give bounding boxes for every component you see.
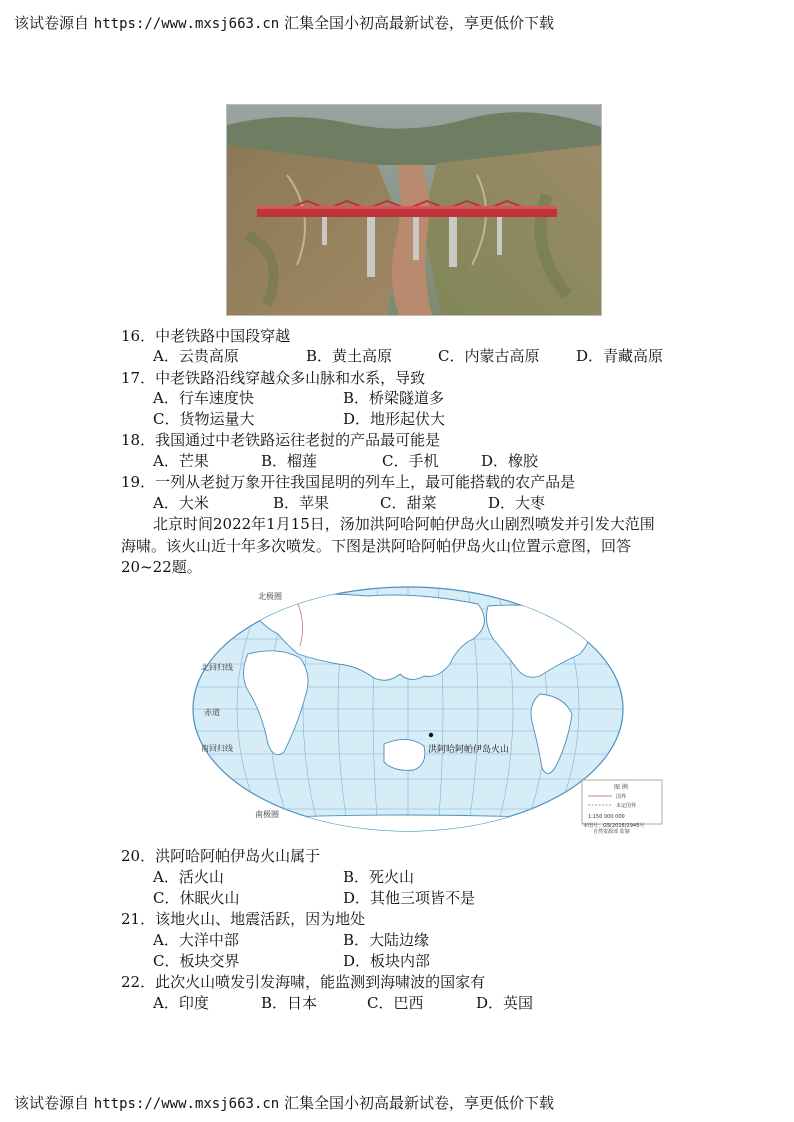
footer-prefix: 该试卷源自 <box>14 1094 90 1112</box>
map-credit-2: 自然资源部 监制 <box>593 829 630 834</box>
option-c[interactable]: C．巴西 <box>367 994 424 1012</box>
volcano-label: 洪阿哈阿帕伊岛火山 <box>428 745 510 755</box>
greenland-landmass <box>588 594 616 622</box>
question-19-stem: 19．一列从老挝万象开往我国昆明的列车上，最可能搭载的农产品是 <box>121 473 576 491</box>
option-d[interactable]: D．英国 <box>476 994 534 1012</box>
legend-scale: 1:150 000 000 <box>588 814 625 820</box>
legend-row-2: 未定国界 <box>616 803 637 809</box>
source-footer <box>14 1092 554 1113</box>
passage-line-3: 20~22题。 <box>121 558 202 576</box>
header-url-link[interactable]: https://www.mxsj663.cn <box>93 16 280 32</box>
railway-bridge-photo <box>226 104 602 316</box>
option-a[interactable]: A．云贵高原 <box>153 347 239 365</box>
option-d[interactable]: D．地形起伏大 <box>343 410 446 428</box>
option-c[interactable]: C．手机 <box>382 452 439 470</box>
question-20-stem: 20．洪阿哈阿帕伊岛火山属于 <box>121 847 321 865</box>
option-c[interactable]: C．板块交界 <box>153 952 240 970</box>
tropic-of-capricorn-label: 南回归线 <box>201 744 233 753</box>
tropic-of-cancer-label: 北回归线 <box>201 663 233 672</box>
option-d[interactable]: D．橡胶 <box>481 452 539 470</box>
option-b[interactable]: B．苹果 <box>273 494 330 512</box>
option-b[interactable]: B．日本 <box>261 994 318 1012</box>
option-d[interactable]: D．板块内部 <box>343 952 431 970</box>
world-map-figure <box>188 584 668 834</box>
question-22-stem: 22．此次火山喷发引发海啸，能监测到海啸波的国家有 <box>121 973 486 991</box>
footer-suffix: 汇集全国小初高最新试卷，享更低价下载 <box>284 1094 555 1112</box>
header-suffix: 汇集全国小初高最新试卷，享更低价下载 <box>284 14 555 32</box>
option-d[interactable]: D．大枣 <box>488 494 546 512</box>
option-a[interactable]: A．大洋中部 <box>153 931 239 949</box>
australia-landmass <box>384 739 425 770</box>
arctic-circle-label: 北极圈 <box>258 592 282 601</box>
option-b[interactable]: B．死火山 <box>343 868 415 886</box>
option-b[interactable]: B．大陆边缘 <box>343 931 430 949</box>
option-c[interactable]: C．休眠火山 <box>153 889 240 907</box>
option-c[interactable]: C．货物运量大 <box>153 410 255 428</box>
legend-title: 图 例 <box>614 784 628 791</box>
map-credit-1: 审图号：GS(2016)2945号 <box>583 823 645 829</box>
option-b[interactable]: B．黄土高原 <box>306 347 393 365</box>
equator-label: 赤道 <box>204 708 220 717</box>
option-b[interactable]: B．榴莲 <box>261 452 318 470</box>
option-a[interactable]: A．印度 <box>153 994 209 1012</box>
question-16-stem: 16．中老铁路中国段穿越 <box>121 327 291 345</box>
option-a[interactable]: A．行车速度快 <box>153 389 254 407</box>
passage-line-1: 北京时间2022年1月15日，汤加洪阿哈阿帕伊岛火山剧烈喷发并引发大范围 <box>153 515 655 533</box>
question-21-stem: 21．该地火山、地震活跃，因为地处 <box>121 910 366 928</box>
question-17-stem: 17．中老铁路沿线穿越众多山脉和水系，导致 <box>121 369 426 387</box>
footer-url-link[interactable]: https://www.mxsj663.cn <box>93 1096 280 1112</box>
option-a[interactable]: A．芒果 <box>153 452 209 470</box>
volcano-location-dot <box>429 733 433 737</box>
header-prefix: 该试卷源自 <box>14 14 90 32</box>
source-header <box>14 12 554 33</box>
antarctic-circle-label: 南极圈 <box>255 810 279 819</box>
legend-row-1: 国界 <box>616 794 627 800</box>
option-d[interactable]: D．青藏高原 <box>576 347 664 365</box>
passage-line-2: 海啸。该火山近十年多次喷发。下图是洪阿哈阿帕伊岛火山位置示意图，回答 <box>121 537 632 555</box>
option-a[interactable]: A．大米 <box>153 494 209 512</box>
map-legend <box>582 780 662 824</box>
option-a[interactable]: A．活火山 <box>153 868 224 886</box>
option-d[interactable]: D．其他三项皆不是 <box>343 889 476 907</box>
question-18-stem: 18．我国通过中老铁路运往老挝的产品最可能是 <box>121 431 441 449</box>
option-c[interactable]: C．甜菜 <box>380 494 437 512</box>
option-c[interactable]: C．内蒙古高原 <box>438 347 540 365</box>
option-b[interactable]: B．桥梁隧道多 <box>343 389 445 407</box>
